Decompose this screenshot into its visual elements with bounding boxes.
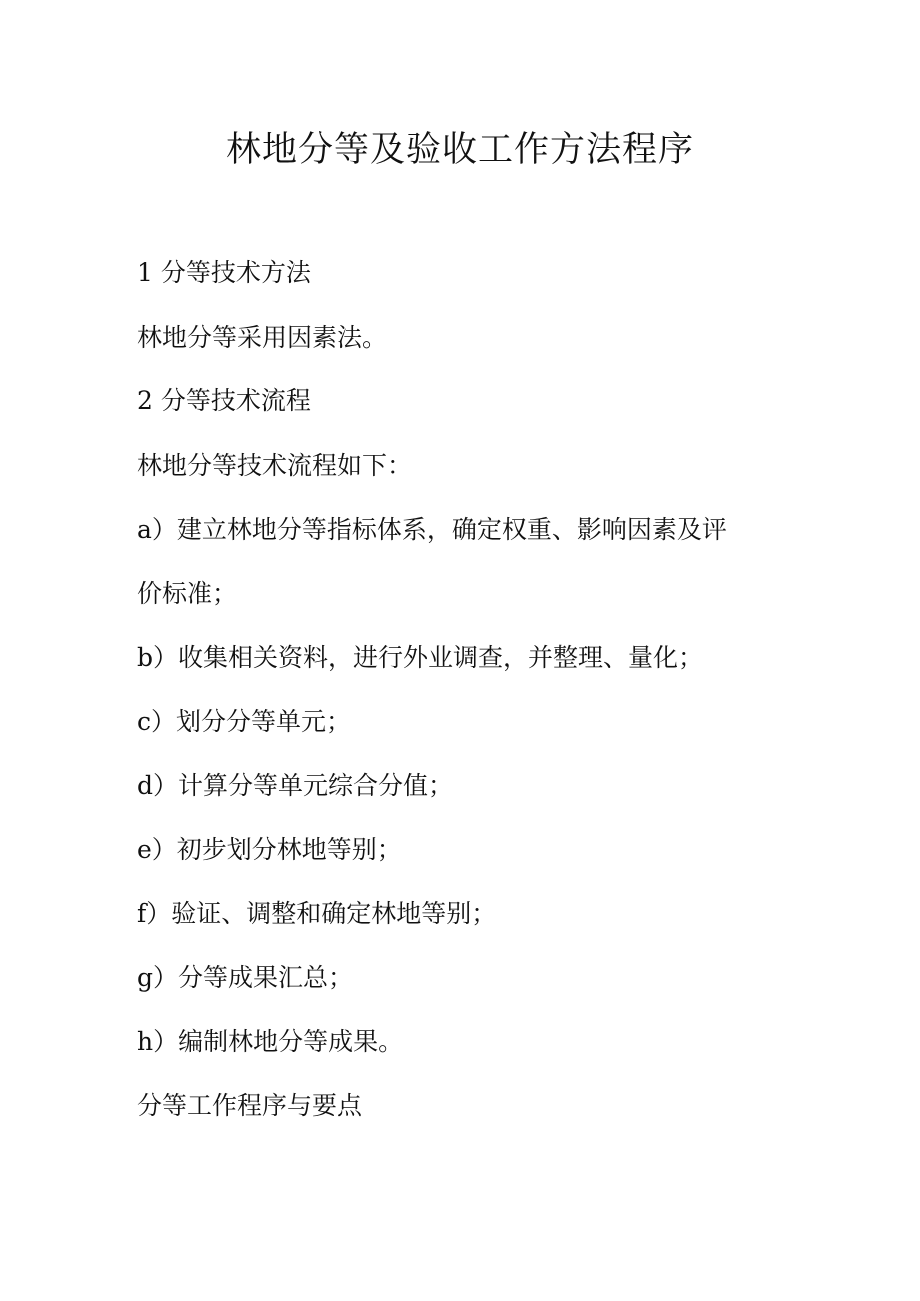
list-item-c: c）划分分等单元； [137, 707, 352, 736]
document-title: 林地分等及验收工作方法程序 [225, 130, 694, 170]
list-item-g: g）分等成果汇总； [137, 963, 354, 992]
section-heading-3: 分等工作程序与要点 [137, 1091, 363, 1120]
list-item-d: d）计算分等单元综合分值； [137, 771, 454, 800]
list-item-e: e）初步划分林地等别； [137, 835, 402, 864]
paragraph-method: 林地分等采用因素法。 [137, 323, 388, 352]
list-item-b: b）收集相关资料，进行外业调查，并整理、量化； [137, 643, 704, 672]
section-heading-1: 1 分等技术方法 [137, 258, 311, 287]
list-item-f: f）验证、调整和确定林地等别； [137, 899, 497, 928]
list-item-h: h）编制林地分等成果。 [137, 1027, 404, 1056]
list-item-a-continued: 价标准； [137, 579, 238, 608]
section-heading-2: 2 分等技术流程 [137, 386, 311, 415]
list-item-a: a）建立林地分等指标体系，确定权重、影响因素及评 [137, 515, 727, 544]
paragraph-process-intro: 林地分等技术流程如下： [137, 451, 413, 480]
